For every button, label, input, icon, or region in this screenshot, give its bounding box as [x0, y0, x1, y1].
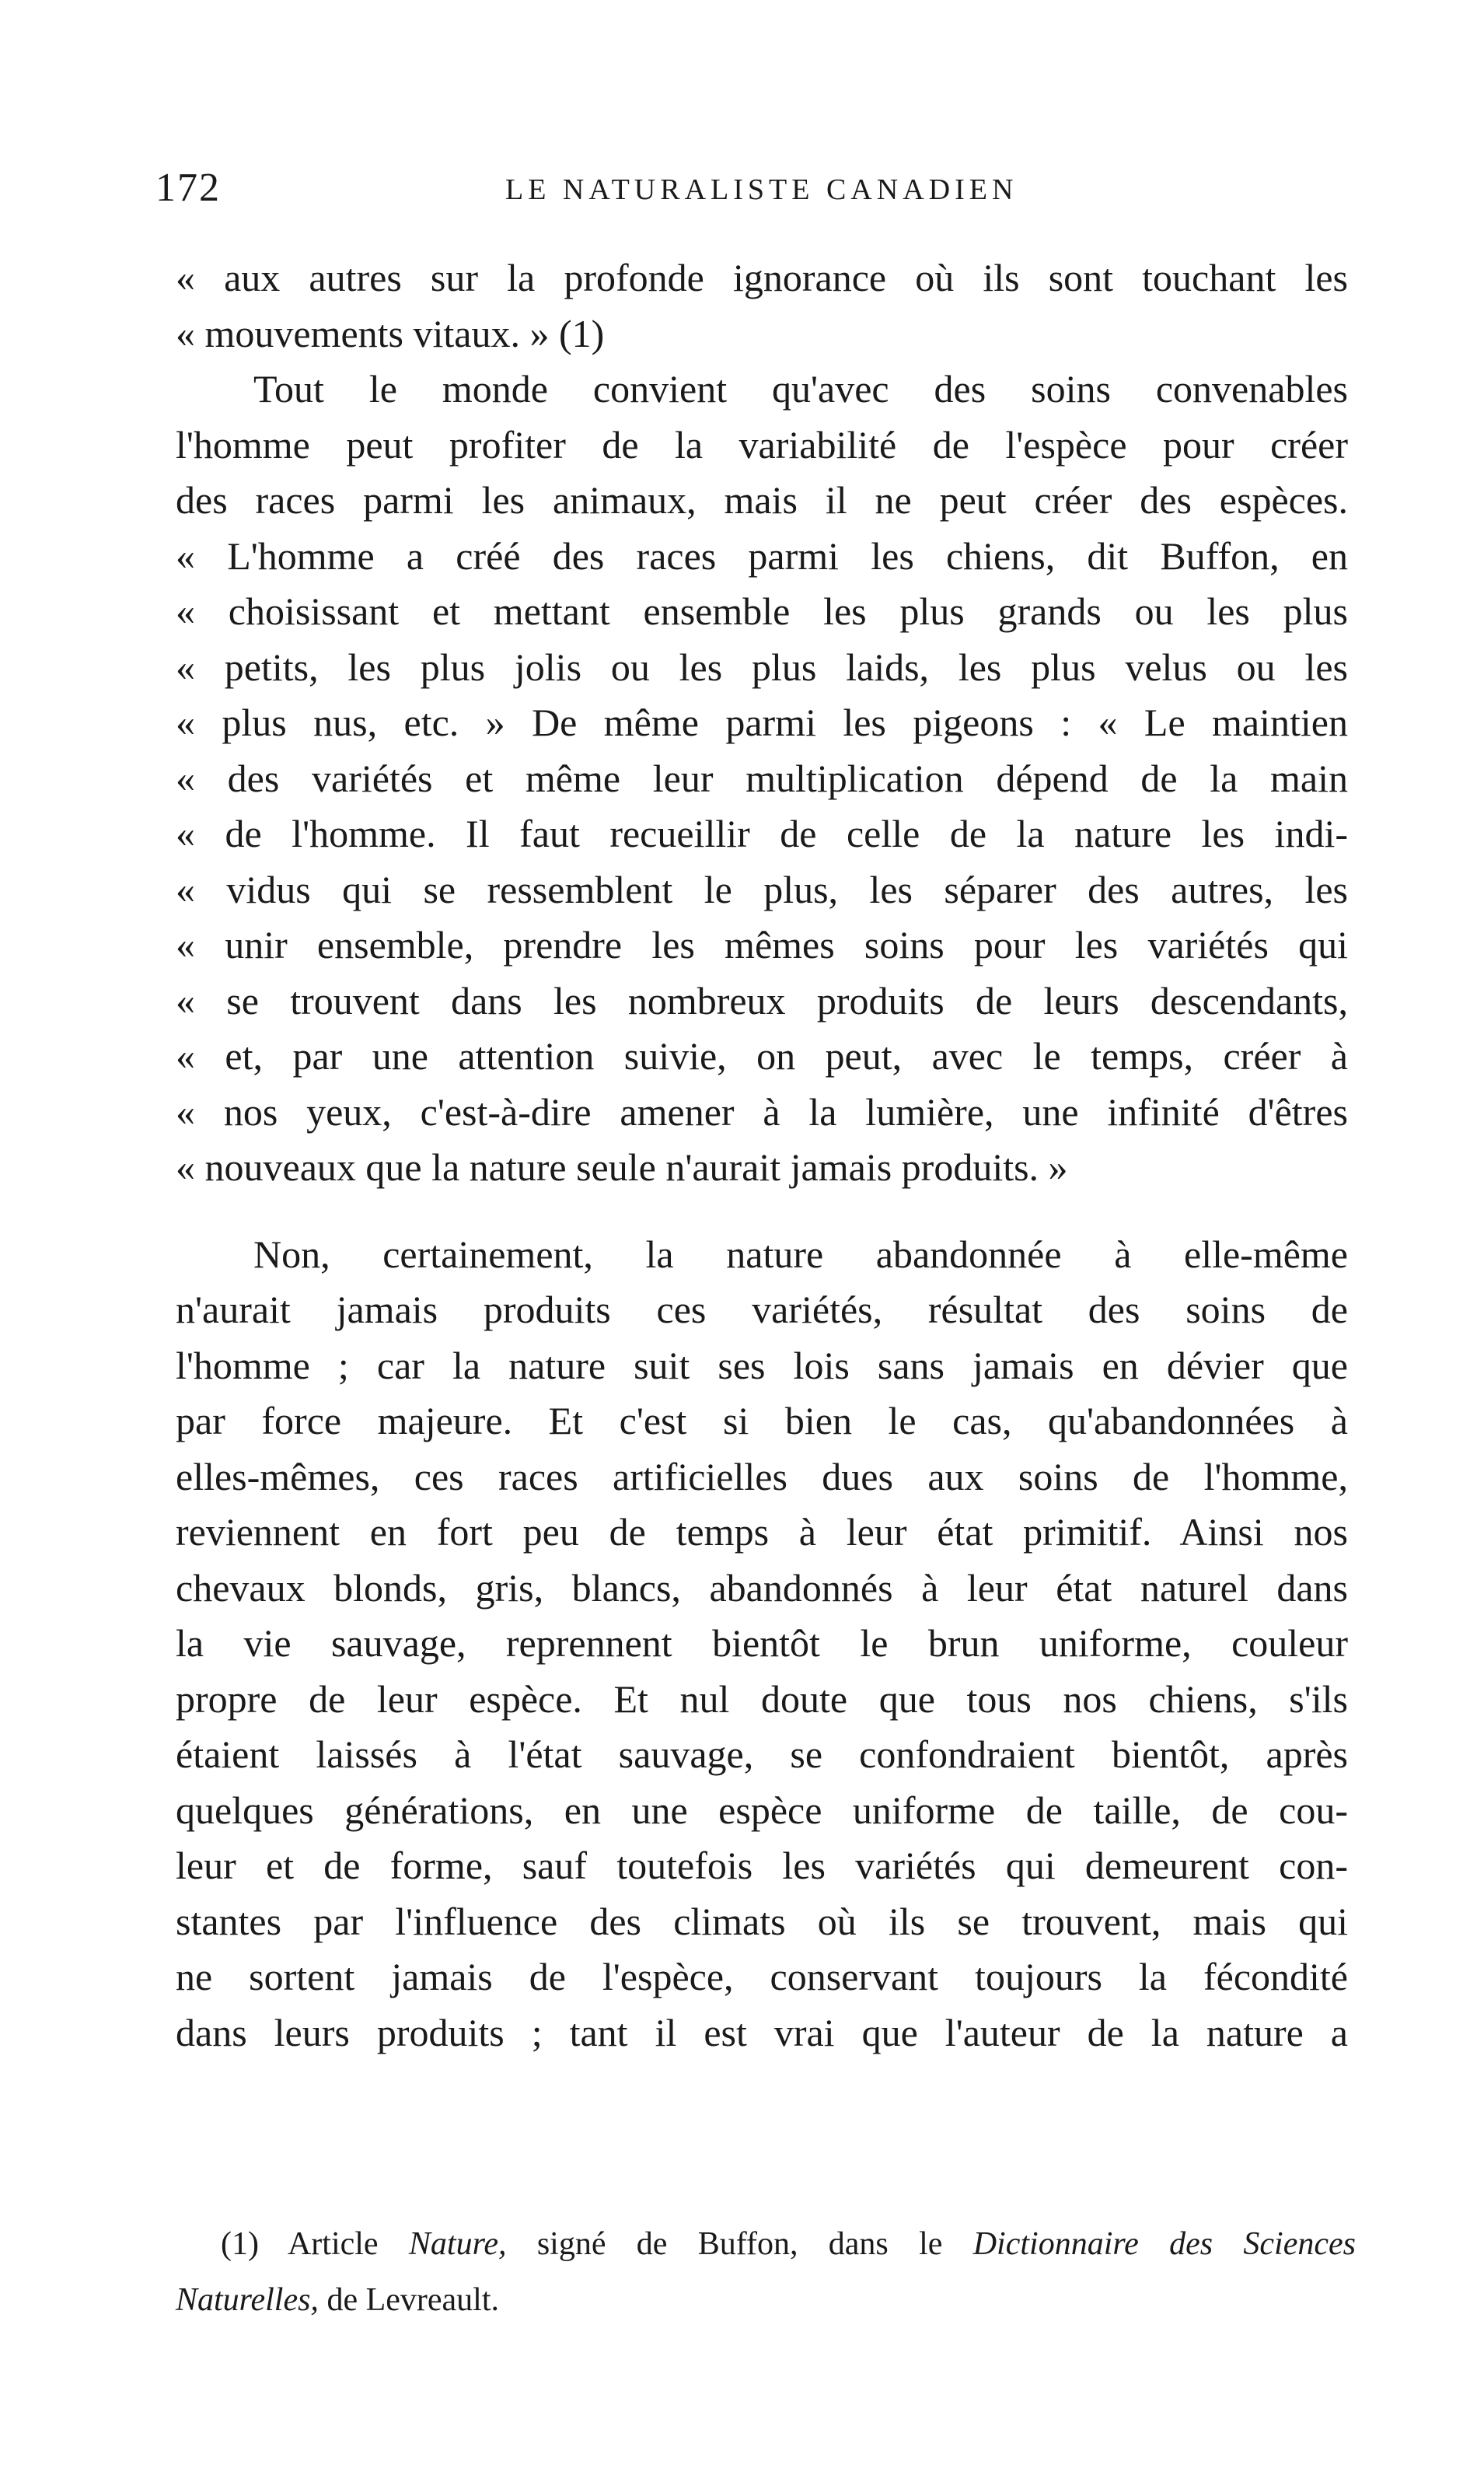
body-text — [176, 250, 1348, 2061]
paragraph-nature — [176, 1227, 1348, 2061]
text-line: stantes par l'influence des climats où ils se trouvent, mais qui — [176, 1899, 1348, 1943]
text-line: l'homme peut profiter de la variabilité de l'espèce pour créer — [176, 422, 1348, 467]
page-header — [155, 165, 1337, 215]
text-line: « de l'homme. Il faut recueillir de celle de la nature les indi- — [176, 812, 1348, 855]
text-line: étaient laissés à l'état sauvage, se confondraient bientôt, après — [176, 1732, 1348, 1776]
text-line: « vidus qui se ressemblent le plus, les séparer des autres, les — [176, 867, 1348, 911]
footnote-marker: (1) Article — [221, 2226, 409, 2262]
footnote-title-nature: Nature, — [408, 2226, 507, 2262]
text-line: « des variétés et même leur multiplication dépend de la main — [176, 756, 1348, 800]
paragraph-continuation — [176, 250, 1348, 362]
text-line: quelques générations, en une espèce uniforme de taille, de cou- — [176, 1788, 1348, 1832]
text-line: reviennent en fort peu de temps à leur état primitif. Ainsi nos — [176, 1510, 1348, 1554]
text-line: n'aurait jamais produits ces variétés, résultat des soins de — [176, 1288, 1348, 1331]
footnote-publisher: de Levreault. — [318, 2282, 499, 2318]
running-head: LE NATURALISTE CANADIEN — [505, 173, 1018, 206]
page-number: 172 — [155, 166, 221, 210]
text-line: « mouvements vitaux. » (1) — [176, 311, 605, 355]
text-line: des races parmi les animaux, mais il ne peut créer des espèces. — [176, 478, 1348, 522]
text-line: « unir ensemble, prendre les mêmes soins pour les variétés qui — [176, 923, 1348, 967]
text-line: chevaux blonds, gris, blancs, abandonnés à leur état naturel dans — [176, 1565, 1348, 1610]
text-line: « nouveaux que la nature seule n'aurait jamais produits. » — [176, 1145, 1068, 1189]
paragraph-spacer — [176, 1196, 1348, 1227]
text-line: la vie sauvage, reprennent bientôt le brun uniforme, couleur — [176, 1621, 1348, 1665]
text-line: « plus nus, etc. » De même parmi les pigeons : « Le maintien — [176, 701, 1348, 744]
text-line: « aux autres sur la profonde ignorance où ils sont touchant les — [176, 256, 1348, 299]
text-line: « choisissant et mettant ensemble les plus grands ou les plus — [176, 589, 1348, 633]
footnote-line — [176, 2216, 1356, 2272]
paragraph-races — [176, 362, 1348, 1196]
text-line: « se trouvent dans les nombreux produits de leurs descendants, — [176, 978, 1348, 1023]
text-line: dans leurs produits ; tant il est vrai que l'auteur de la nature a — [176, 2010, 1348, 2054]
footnote-line — [176, 2272, 1356, 2328]
text-line: ne sortent jamais de l'espèce, conservant toujours la fécondité — [176, 1955, 1348, 1998]
text-line: « et, par une attention suivie, on peut, avec le temps, créer à — [176, 1034, 1348, 1078]
footnote — [176, 2216, 1356, 2328]
text-line: « L'homme a créé des races parmi les chiens, dit Buffon, en — [176, 533, 1348, 578]
text-line: Non, certainement, la nature abandonnée à elle-même — [253, 1232, 1348, 1276]
text-line: par force majeure. Et c'est si bien le cas, qu'abandonnées à — [176, 1399, 1348, 1442]
text-line: elles-mêmes, ces races artificielles dues aux soins de l'homme, — [176, 1454, 1348, 1498]
text-line: l'homme ; car la nature suit ses lois sans jamais en dévier que — [176, 1343, 1348, 1387]
footnote-text: signé de Buffon, dans le — [506, 2226, 973, 2262]
text-line: leur et de forme, sauf toutefois les variétés qui demeurent con- — [176, 1844, 1348, 1887]
text-line: « petits, les plus jolis ou les plus laids, les plus velus ou les — [176, 645, 1348, 689]
text-line: Tout le monde convient qu'avec des soins convenables — [253, 367, 1348, 411]
text-line: propre de leur espèce. Et nul doute que tous nos chiens, s'ils — [176, 1676, 1348, 1721]
footnote-title-dictionnaire: Dictionnaire des Sciences — [972, 2226, 1356, 2262]
footnote-title-naturelles: Naturelles, — [176, 2282, 319, 2318]
text-line: « nos yeux, c'est-à-dire amener à la lumière, une infinité d'êtres — [176, 1089, 1348, 1134]
